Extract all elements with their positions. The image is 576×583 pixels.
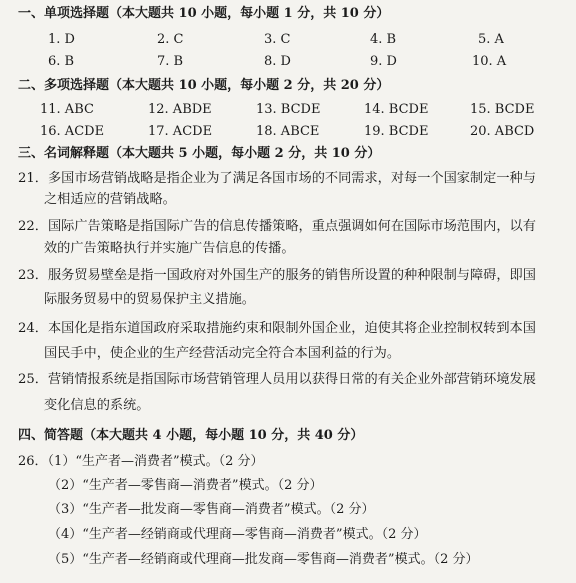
answer-15: 15. BCDE (470, 102, 535, 117)
question-23-line1: 23．服务贸易壁垒是指一国政府对外国生产的服务的销售所设置的种种限制与障碍，即国 (18, 268, 536, 283)
question-26-item3: （3）“生产者—批发商—零售商—消费者”模式。（2 分） (48, 502, 375, 517)
answer-10: 10. A (472, 54, 507, 69)
section1-title: 一、单项选择题（本大题共 10 小题，每小题 1 分，共 10 分） (18, 6, 390, 21)
answer-4: 4. B (370, 32, 397, 47)
answer-14: 14. BCDE (364, 102, 429, 117)
answer-19: 19. BCDE (364, 124, 429, 139)
question-22-line2: 效的广告策略执行并实施广告信息的传播。 (44, 241, 295, 256)
answer-13: 13. BCDE (256, 102, 321, 117)
answer-7: 7. B (157, 54, 184, 69)
question-23-line2: 际服务贸易中的贸易保护主义措施。 (44, 292, 255, 307)
answer-18: 18. ABCE (256, 124, 320, 139)
question-26-item2: （2）“生产者—零售商—消费者”模式。（2 分） (48, 478, 323, 493)
section3-title: 三、名词解释题（本大题共 5 小题，每小题 2 分，共 10 分） (18, 146, 381, 161)
question-24-line1: 24．本国化是指东道国政府采取措施约束和限制外国企业，迫使其将企业控制权转到本国 (18, 321, 536, 336)
question-26-item5: （5）“生产者—经销商或代理商—批发商—零售商—消费者”模式。（2 分） (48, 552, 479, 567)
question-22-line1: 22．国际广告策略是指国际广告的信息传播策略，重点强调如何在国际市场范围内，以有 (18, 219, 536, 234)
answer-17: 17. ACDE (148, 124, 213, 139)
answer-8: 8. D (264, 54, 291, 69)
answer-20: 20. ABCD (470, 124, 535, 139)
question-24-line2: 国民手中，使企业的生产经营活动完全符合本国利益的行为。 (44, 346, 401, 361)
question-21-line1: 21．多国市场营销战略是指企业为了满足各国市场的不同需求，对每一个国家制定一种与 (18, 171, 536, 186)
answer-3: 3. C (264, 32, 291, 47)
answer-12: 12. ABDE (148, 102, 212, 117)
question-26-item4: （4）“生产者—经销商或代理商—零售商—消费者”模式。（2 分） (48, 527, 427, 542)
answer-6: 6. B (48, 54, 75, 69)
answer-11: 11. ABC (40, 102, 94, 117)
answer-5: 5. A (478, 32, 504, 47)
section4-title: 四、简答题（本大题共 4 小题，每小题 10 分，共 40 分） (18, 428, 364, 443)
answer-1: 1. D (48, 32, 75, 47)
question-21-line2: 之相适应的营销战略。 (44, 192, 176, 207)
answer-9: 9. D (370, 54, 397, 69)
question-26-item1: 26．（1）“生产者—消费者”模式。（2 分） (18, 454, 264, 469)
answer-2: 2. C (157, 32, 184, 47)
section2-title: 二、多项选择题（本大题共 10 小题，每小题 2 分，共 20 分） (18, 78, 390, 93)
answer-16: 16. ACDE (40, 124, 105, 139)
question-25-line2: 变化信息的系统。 (44, 398, 150, 413)
question-25-line1: 25．营销情报系统是指国际市场营销管理人员用以获得日常的有关企业外部营销环境发展 (18, 372, 536, 387)
